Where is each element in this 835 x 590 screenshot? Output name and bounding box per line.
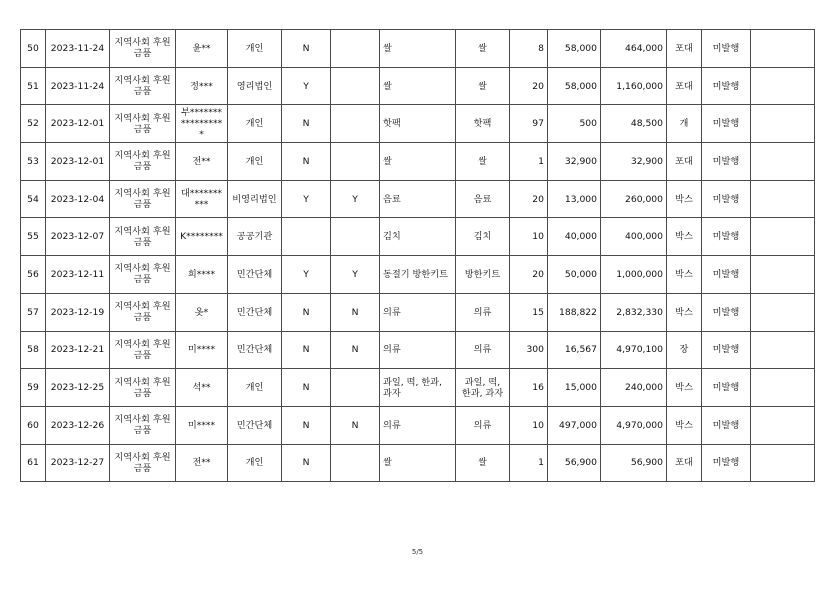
table-row (21, 30, 815, 68)
table-row (21, 218, 815, 256)
cell-flag-1 (282, 218, 331, 256)
cell-item-detail: 방한키트 (456, 256, 510, 294)
cell-category: 지역사회 후원금품 (110, 105, 176, 143)
cell-category: 지역사회 후원금품 (110, 293, 176, 331)
table-row (21, 180, 815, 218)
cell-quantity: 10 (510, 406, 548, 444)
cell-category: 지역사회 후원금품 (110, 30, 176, 68)
cell-item: 쌀 (380, 30, 456, 68)
cell-date: 2023-12-01 (46, 143, 110, 181)
cell-flag-1: N (282, 105, 331, 143)
cell-category: 지역사회 후원금품 (110, 406, 176, 444)
cell-flag-2: Y (331, 180, 380, 218)
cell-unit-price: 50,000 (548, 256, 601, 294)
cell-no: 60 (21, 406, 46, 444)
cell-receipt-status: 미발행 (702, 143, 751, 181)
cell-donor: 희**** (176, 256, 228, 294)
cell-no: 50 (21, 30, 46, 68)
cell-no: 58 (21, 331, 46, 369)
cell-amount: 56,900 (601, 444, 667, 482)
cell-donor-type: 민간단체 (228, 406, 282, 444)
table-row (21, 67, 815, 105)
cell-quantity: 16 (510, 369, 548, 407)
cell-unit: 박스 (667, 293, 702, 331)
cell-category: 지역사회 후원금품 (110, 143, 176, 181)
cell-no: 53 (21, 143, 46, 181)
cell-flag-2: N (331, 293, 380, 331)
cell-item: 쌀 (380, 67, 456, 105)
table-row (21, 444, 815, 482)
cell-item-detail: 쌀 (456, 444, 510, 482)
table-row (21, 256, 815, 294)
cell-unit: 박스 (667, 256, 702, 294)
cell-unit-price: 500 (548, 105, 601, 143)
cell-item: 쌀 (380, 444, 456, 482)
cell-donor: 옷* (176, 293, 228, 331)
cell-quantity: 97 (510, 105, 548, 143)
cell-flag-1: Y (282, 180, 331, 218)
cell-unit: 포대 (667, 67, 702, 105)
cell-donor-type: 개인 (228, 369, 282, 407)
cell-donor: 윤** (176, 30, 228, 68)
cell-note (751, 218, 815, 256)
cell-unit-price: 13,000 (548, 180, 601, 218)
cell-item-detail: 김치 (456, 218, 510, 256)
cell-note (751, 256, 815, 294)
cell-no: 59 (21, 369, 46, 407)
cell-unit: 포대 (667, 444, 702, 482)
cell-amount: 2,832,330 (601, 293, 667, 331)
cell-receipt-status: 미발행 (702, 180, 751, 218)
cell-flag-1: N (282, 444, 331, 482)
cell-donor: 미**** (176, 331, 228, 369)
cell-date: 2023-11-24 (46, 30, 110, 68)
cell-donor-type: 공공기관 (228, 218, 282, 256)
cell-receipt-status: 미발행 (702, 369, 751, 407)
cell-item-detail: 핫팩 (456, 105, 510, 143)
cell-flag-2 (331, 67, 380, 105)
cell-note (751, 293, 815, 331)
cell-unit-price: 58,000 (548, 30, 601, 68)
cell-flag-1: N (282, 30, 331, 68)
cell-flag-1: N (282, 143, 331, 181)
cell-receipt-status: 미발행 (702, 331, 751, 369)
cell-note (751, 143, 815, 181)
cell-unit-price: 56,900 (548, 444, 601, 482)
cell-flag-1: N (282, 293, 331, 331)
cell-category: 지역사회 후원금품 (110, 256, 176, 294)
cell-item-detail: 쌀 (456, 67, 510, 105)
cell-item-detail: 과일, 떡, 한과, 과자 (456, 369, 510, 407)
cell-flag-2 (331, 143, 380, 181)
cell-receipt-status: 미발행 (702, 256, 751, 294)
cell-quantity: 20 (510, 67, 548, 105)
cell-flag-1: N (282, 406, 331, 444)
cell-no: 56 (21, 256, 46, 294)
cell-donor-type: 민간단체 (228, 331, 282, 369)
cell-amount: 464,000 (601, 30, 667, 68)
cell-item-detail: 음료 (456, 180, 510, 218)
cell-item-detail: 의류 (456, 331, 510, 369)
cell-amount: 400,000 (601, 218, 667, 256)
cell-flag-1: N (282, 369, 331, 407)
cell-item-detail: 의류 (456, 406, 510, 444)
cell-donor: 전** (176, 444, 228, 482)
cell-unit-price: 16,567 (548, 331, 601, 369)
cell-date: 2023-12-11 (46, 256, 110, 294)
cell-unit-price: 32,900 (548, 143, 601, 181)
cell-receipt-status: 미발행 (702, 30, 751, 68)
cell-donor-type: 개인 (228, 105, 282, 143)
cell-flag-2 (331, 444, 380, 482)
cell-quantity: 20 (510, 180, 548, 218)
cell-no: 55 (21, 218, 46, 256)
cell-flag-2: N (331, 331, 380, 369)
cell-item-detail: 쌀 (456, 30, 510, 68)
cell-date: 2023-12-07 (46, 218, 110, 256)
table-row (21, 369, 815, 407)
cell-unit-price: 58,000 (548, 67, 601, 105)
cell-note (751, 369, 815, 407)
cell-item: 핫팩 (380, 105, 456, 143)
cell-receipt-status: 미발행 (702, 67, 751, 105)
table-row (21, 105, 815, 143)
cell-item: 의류 (380, 406, 456, 444)
cell-donor: 미**** (176, 406, 228, 444)
cell-item: 의류 (380, 293, 456, 331)
cell-category: 지역사회 후원금품 (110, 180, 176, 218)
cell-date: 2023-12-25 (46, 369, 110, 407)
cell-flag-1: N (282, 331, 331, 369)
cell-flag-2 (331, 30, 380, 68)
cell-flag-1: Y (282, 256, 331, 294)
cell-amount: 260,000 (601, 180, 667, 218)
cell-category: 지역사회 후원금품 (110, 444, 176, 482)
cell-unit: 개 (667, 105, 702, 143)
cell-donor: 대********** (176, 180, 228, 218)
cell-flag-2: N (331, 406, 380, 444)
cell-no: 61 (21, 444, 46, 482)
cell-donor-type: 개인 (228, 30, 282, 68)
cell-flag-1: Y (282, 67, 331, 105)
cell-quantity: 10 (510, 218, 548, 256)
ledger-body (21, 30, 815, 482)
cell-date: 2023-12-26 (46, 406, 110, 444)
cell-unit: 장 (667, 331, 702, 369)
cell-donor: 정*** (176, 67, 228, 105)
cell-category: 지역사회 후원금품 (110, 331, 176, 369)
cell-donor-type: 개인 (228, 444, 282, 482)
cell-amount: 48,500 (601, 105, 667, 143)
cell-note (751, 180, 815, 218)
cell-amount: 1,160,000 (601, 67, 667, 105)
cell-item-detail: 쌀 (456, 143, 510, 181)
cell-date: 2023-11-24 (46, 67, 110, 105)
page-number: 5/5 (411, 548, 424, 556)
cell-quantity: 300 (510, 331, 548, 369)
cell-unit-price: 40,000 (548, 218, 601, 256)
cell-no: 52 (21, 105, 46, 143)
table-row (21, 331, 815, 369)
cell-item: 동절기 방한키트 (380, 256, 456, 294)
cell-donor: 부***************** (176, 105, 228, 143)
cell-item: 음료 (380, 180, 456, 218)
cell-item-detail: 의류 (456, 293, 510, 331)
cell-note (751, 105, 815, 143)
cell-unit-price: 497,000 (548, 406, 601, 444)
cell-receipt-status: 미발행 (702, 406, 751, 444)
cell-donor: 석** (176, 369, 228, 407)
cell-category: 지역사회 후원금품 (110, 218, 176, 256)
cell-receipt-status: 미발행 (702, 293, 751, 331)
cell-item: 쌀 (380, 143, 456, 181)
table-row (21, 406, 815, 444)
cell-receipt-status: 미발행 (702, 218, 751, 256)
cell-quantity: 1 (510, 444, 548, 482)
cell-unit: 박스 (667, 218, 702, 256)
cell-amount: 32,900 (601, 143, 667, 181)
cell-donor: 전** (176, 143, 228, 181)
cell-date: 2023-12-19 (46, 293, 110, 331)
cell-no: 54 (21, 180, 46, 218)
cell-donor-type: 영리법인 (228, 67, 282, 105)
cell-flag-2 (331, 369, 380, 407)
cell-donor: K******** (176, 218, 228, 256)
cell-quantity: 8 (510, 30, 548, 68)
cell-note (751, 30, 815, 68)
cell-unit: 포대 (667, 30, 702, 68)
cell-no: 51 (21, 67, 46, 105)
cell-donor-type: 비영리법인 (228, 180, 282, 218)
cell-unit: 포대 (667, 143, 702, 181)
cell-flag-2: Y (331, 256, 380, 294)
cell-flag-2 (331, 218, 380, 256)
cell-unit-price: 15,000 (548, 369, 601, 407)
cell-note (751, 331, 815, 369)
cell-item: 과일, 떡, 한과, 과자 (380, 369, 456, 407)
cell-item: 김치 (380, 218, 456, 256)
table-row (21, 143, 815, 181)
cell-item: 의류 (380, 331, 456, 369)
cell-date: 2023-12-04 (46, 180, 110, 218)
cell-date: 2023-12-27 (46, 444, 110, 482)
cell-flag-2 (331, 105, 380, 143)
cell-unit-price: 188,822 (548, 293, 601, 331)
cell-amount: 4,970,000 (601, 406, 667, 444)
cell-date: 2023-12-01 (46, 105, 110, 143)
cell-donor-type: 민간단체 (228, 256, 282, 294)
cell-unit: 박스 (667, 369, 702, 407)
cell-amount: 4,970,100 (601, 331, 667, 369)
table-row (21, 293, 815, 331)
cell-quantity: 20 (510, 256, 548, 294)
cell-amount: 240,000 (601, 369, 667, 407)
cell-category: 지역사회 후원금품 (110, 369, 176, 407)
cell-donor-type: 개인 (228, 143, 282, 181)
cell-unit: 박스 (667, 406, 702, 444)
cell-no: 57 (21, 293, 46, 331)
cell-date: 2023-12-21 (46, 331, 110, 369)
cell-receipt-status: 미발행 (702, 444, 751, 482)
donation-ledger-table (20, 29, 815, 482)
cell-donor-type: 민간단체 (228, 293, 282, 331)
cell-category: 지역사회 후원금품 (110, 67, 176, 105)
cell-receipt-status: 미발행 (702, 105, 751, 143)
cell-amount: 1,000,000 (601, 256, 667, 294)
cell-quantity: 15 (510, 293, 548, 331)
cell-quantity: 1 (510, 143, 548, 181)
cell-note (751, 67, 815, 105)
cell-note (751, 444, 815, 482)
cell-note (751, 406, 815, 444)
cell-unit: 박스 (667, 180, 702, 218)
